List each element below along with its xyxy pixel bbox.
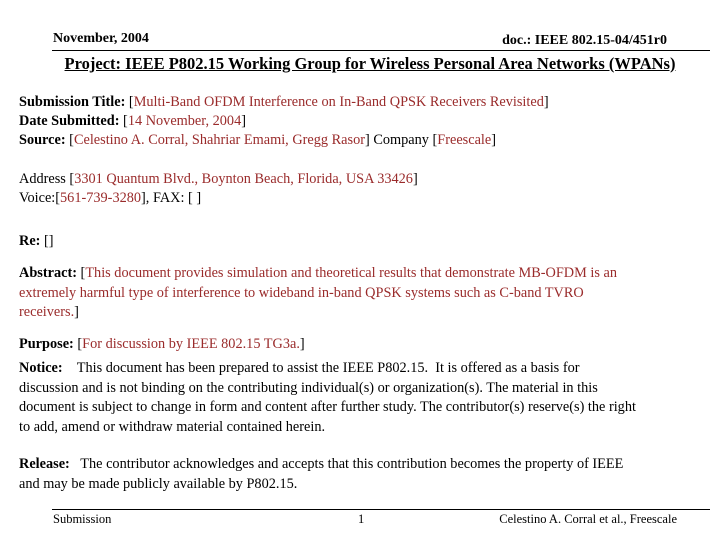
abstract-block: [19, 264, 715, 323]
project-title: Project: IEEE P802.15 Working Group for Wireless Personal Area Networks (WPANs): [64, 54, 676, 73]
purpose-open: [: [73, 336, 83, 352]
re-value: []: [40, 233, 54, 249]
abstract-close: ]: [74, 304, 79, 320]
release-line-2: and may be made publicly available by P802.15.: [19, 475, 298, 492]
abstract-text-3: receivers.: [19, 304, 75, 320]
address-prefix: Address [: [19, 171, 75, 187]
abstract-text-1: This document provides simulation and theoretical results that demonstrate MB-OFDM is an: [85, 265, 617, 281]
footer-rule: [52, 509, 710, 510]
notice-line-3: document is subject to change in form and content after further study. The contributor(s) reserve(s) the right: [19, 399, 636, 415]
release-line-1: [19, 455, 715, 475]
release-label: Release:: [19, 456, 70, 472]
purpose-line: [19, 335, 715, 355]
date-submitted-line: [19, 112, 715, 132]
voice-suffix: ], FAX: [ ]: [141, 190, 202, 206]
source-company-prefix: ] Company [: [364, 132, 438, 148]
notice-text-1: This document has been prepared to assist the IEEE P802.15. It is offered as a basis for: [62, 360, 580, 376]
date-submitted-value: 14 November, 2004: [127, 113, 242, 129]
footer-author: Celestino A. Corral et al., Freescale: [499, 512, 677, 526]
source-label: Source:: [19, 132, 66, 148]
abstract-line-2: extremely harmful type of interference to wideband in-band QPSK systems such as C-band TVRO: [19, 284, 584, 301]
source-close: ]: [491, 132, 497, 148]
purpose-value: For discussion by IEEE 802.15 TG3a.: [82, 336, 300, 352]
address-value: 3301 Quantum Blvd., Boynton Beach, Florida, USA 33426: [74, 171, 413, 187]
re-label: Re:: [19, 233, 41, 249]
header-date: November, 2004: [53, 31, 149, 46]
voice-prefix: Voice:[: [19, 190, 61, 206]
date-close: ]: [241, 113, 246, 129]
source-value: Celestino A. Corral, Shahriar Emami, Gregg Rasor: [73, 132, 365, 148]
source-open: [: [65, 132, 74, 148]
address-line: [19, 170, 715, 190]
notice-line-1: [19, 359, 715, 379]
footer-page-number: 1: [358, 512, 365, 526]
abstract-open: [: [76, 265, 86, 281]
release-block: [19, 455, 715, 494]
footer-submission: Submission: [53, 512, 112, 526]
purpose-close: ]: [299, 336, 305, 352]
re-line: [19, 232, 715, 252]
notice-block: [19, 359, 715, 437]
submission-title-label: Submission Title:: [19, 94, 126, 110]
notice-label: Notice:: [19, 360, 63, 376]
header-doc-id: doc.: IEEE 802.15-04/451r0: [502, 33, 667, 48]
date-open: [: [119, 113, 128, 129]
abstract-label: Abstract:: [19, 265, 77, 281]
address-close: ]: [412, 171, 418, 187]
submission-title-close: ]: [543, 94, 549, 110]
voice-line: [19, 189, 715, 209]
notice-line-2: discussion and is not binding on the contributing individual(s) or organization(s). The material in this: [19, 379, 598, 396]
voice-value: 561-739-3280: [60, 190, 142, 206]
submission-title-open: [: [125, 94, 134, 110]
abstract-line-1: [19, 264, 715, 284]
abstract-line-3: [19, 303, 715, 323]
date-submitted-label: Date Submitted:: [19, 113, 120, 129]
source-company: Freescale: [437, 132, 492, 148]
release-text-1: The contributor acknowledges and accepts that this contribution becomes the property of IEEE: [69, 456, 624, 472]
header-rule: [52, 50, 710, 51]
submission-title-value: Multi-Band OFDM Interference on In-Band QPSK Receivers Revisited: [133, 94, 544, 110]
purpose-label: Purpose:: [19, 336, 74, 352]
source-line: [19, 131, 715, 151]
submission-title-line: [19, 93, 715, 113]
notice-line-4: to add, amend or withdraw material contained herein.: [19, 418, 326, 435]
